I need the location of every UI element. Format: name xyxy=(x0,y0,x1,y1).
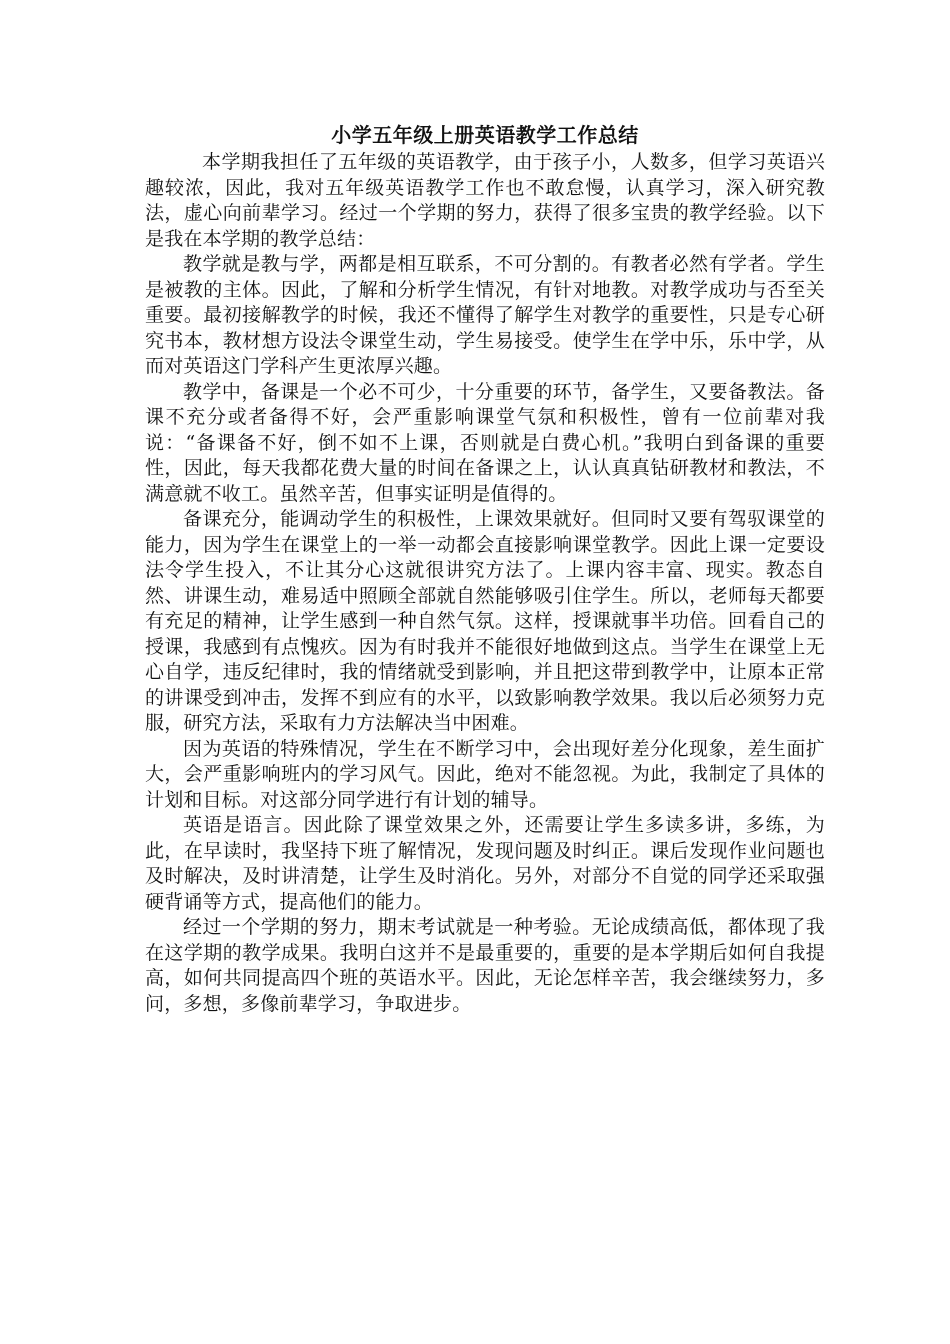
paragraph-classroom-control: 备课充分，能调动学生的积极性，上课效果就好。但同时又要有驾驭课堂的能力，因为学生在课堂上的一举一动都会直接影响课堂教学。因此上课一定要设法令学生投入，不让其分心这就很讲究方法了。上课内容丰富、现实。教态自然、讲课生动，难易适中照顾全部就自然能够吸引住学生。所以，老师每天都要有充足的精神，让学生感到一种自然气氛。这样，授课就事半功倍。回看自己的授课，我感到有点愧疚。因为有时我并不能很好地做到这点。当学生在课堂上无心自学，违反纪律时，我的情绪就受到影响，并且把这带到教学中，让原本正常的讲课受到冲击，发挥不到应有的水平，以致影响教学效果。我以后必须努力克服，研究方法，采取有力方法解决当中困难。 xyxy=(145,508,825,734)
document-page xyxy=(145,120,825,1017)
paragraph-conclusion: 经过一个学期的努力，期末考试就是一种考验。无论成绩高低，都体现了我在这学期的教学成果。我明白这并不是最重要的，重要的是本学期后如何自我提高，如何共同提高四个班的英语水平。因此，无论怎样辛苦，我会继续努力，多问，多想，多像前辈学习，争取进步。 xyxy=(145,916,825,1015)
document-title: 小学五年级上册英语教学工作总结 xyxy=(331,123,639,147)
paragraph-language-practice: 英语是语言。因此除了课堂效果之外，还需要让学生多读多讲，多练，为此，在早读时，我坚持下班了解情况，发现问题及时纠正。课后发现作业问题也及时解决，及时讲清楚，让学生及时消化。另外，对部分不自觉的同学还采取强硬背诵等方式，提高他们的能力。 xyxy=(145,814,825,913)
paragraph-struggling-students: 因为英语的特殊情况，学生在不断学习中，会出现好差分化现象，差生面扩大，会严重影响班内的学习风气。因此，绝对不能忽视。为此，我制定了具体的计划和目标。对这部分同学进行有计划的辅导。 xyxy=(145,737,825,811)
paragraph-lesson-preparation: 教学中，备课是一个必不可少，十分重要的环节，备学生，又要备教法。备课不充分或者备得不好，会严重影响课堂气氛和积极性，曾有一位前辈对我说：“备课备不好，倒不如不上课，否则就是白费心机。”我明白到备课的重要性，因此，每天我都花费大量的时间在备课之上，认认真真钻研教材和教法，不满意就不收工。虽然辛苦，但事实证明是值得的。 xyxy=(145,380,825,505)
paragraph-teaching-and-learning: 教学就是教与学，两都是相互联系，不可分割的。有教者必然有学者。学生是被教的主体。因此，了解和分析学生情况，有针对地教。对教学成功与否至关重要。最初接解教学的时候，我还不懂得了解学生对教学的重要性，只是专心研究书本，教材想方设法令课堂生动，学生易接受。使学生在学中乐，乐中学，从而对英语这门学科产生更浓厚兴趣。 xyxy=(145,253,825,377)
paragraph-intro: 本学期我担任了五年级的英语教学，由于孩子小，人数多，但学习英语兴趣较浓，因此，我对五年级英语教学工作也不敢怠慢，认真学习，深入研究教法，虚心向前辈学习。经过一个学期的努力，获得了很多宝贵的教学经验。以下是我在本学期的教学总结： xyxy=(145,151,825,250)
